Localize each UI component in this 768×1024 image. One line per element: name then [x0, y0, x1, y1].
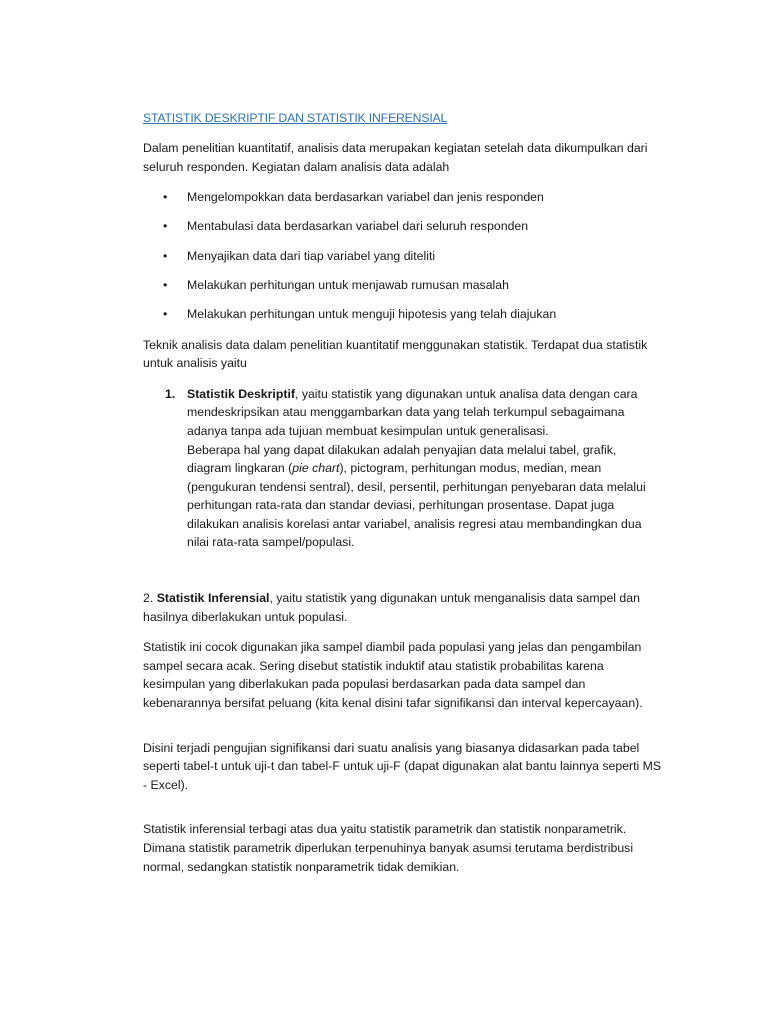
- bullet-icon: •: [163, 190, 168, 205]
- list-item: [143, 217, 663, 236]
- bullet-icon: •: [163, 306, 168, 321]
- deskriptif-item: [143, 385, 663, 552]
- pie-chart-term: pie chart: [292, 461, 340, 476]
- list-item: [143, 305, 663, 324]
- bullet-icon: •: [163, 277, 168, 292]
- document-heading-link[interactable]: STATISTIK DESKRIPTIF DAN STATISTIK INFERENSIAL: [143, 111, 448, 125]
- deskriptif-definition: [187, 385, 663, 441]
- bullet-icon: •: [163, 248, 168, 263]
- list-item-text: Mengelompokkan data berdasarkan variabel dan jenis responden: [187, 190, 544, 205]
- document-page: [143, 109, 663, 888]
- inferensial-paragraph: [143, 589, 663, 626]
- list-item: [143, 188, 663, 207]
- intro-paragraph: Dalam penelitian kuantitatif, analisis data merupakan kegiatan setelah data dikumpulkan dari seluruh responden. Kegiatan dalam analisis data adalah: [143, 141, 648, 174]
- activity-bullet-list: [143, 188, 663, 323]
- cocok-paragraph: Statistik ini cocok digunakan jika sampel diambil pada populasi yang jelas dan pengambilan sampel secara acak. Sering disebut statistik induktif atau statistik probabilitas karena kesimpulan yang diberlakukan pada populasi berdasarkan pada data sampel dan kebenarannya bersifat peluang (kita kenal disini tafar signifikansi dan interval kepercayaan).: [143, 640, 643, 711]
- deskriptif-term: Statistik Deskriptif: [187, 386, 295, 401]
- list-item-text: Menyajikan data dari tiap variabel yang diteliti: [187, 248, 436, 263]
- list-item: [143, 276, 663, 295]
- deskriptif-detail: [187, 441, 663, 553]
- deskriptif-detail-before: Beberapa hal yang dapat dilakukan adalah penyajian data melalui tabel, grafik, diagram lingkaran (: [187, 442, 617, 476]
- list-item-text: Mentabulasi data berdasarkan variabel dari seluruh responden: [187, 219, 529, 234]
- list-number: 1.: [165, 386, 176, 401]
- bullet-icon: •: [163, 219, 168, 234]
- inferensial-prefix: 2.: [143, 591, 157, 606]
- deskriptif-detail-after: ), pictogram, perhitungan modus, median, mean (pengukuran tendensi sentral), desil, persentil, perhitungan penyebaran data melalui perhitungan rata-rata dan standar deviasi, perhitungan prosentase. Dapat juga dilakukan analisis korelasi antar variabel, analisis regresi atau membandingkan dua nilai rata-rata sampel/populasi.: [187, 461, 646, 550]
- terbagi-paragraph: Statistik inferensial terbagi atas dua yaitu statistik parametrik dan statistik nonparametrik. Dimana statistik parametrik diperlukan terpenuhinya banyak asumsi terutama berdistribusi normal, sedangkan statistik nonparametrik tidak demikian.: [143, 822, 634, 874]
- statistik-numbered-list: [143, 385, 663, 552]
- list-item-text: Melakukan perhitungan untuk menguji hipotesis yang telah diajukan: [187, 306, 557, 321]
- pengujian-paragraph: Disini terjadi pengujian signifikansi dari suatu analisis yang biasanya didasarkan pada tabel seperti tabel-t untuk uji-t dan tabel-F untuk uji-F (dapat digunakan alat bantu lainnya seperti MS - Excel).: [143, 740, 662, 792]
- list-item: [143, 247, 663, 266]
- deskriptif-definition-text: , yaitu statistik yang digunakan untuk analisa data dengan cara mendeskripsikan atau menggambarkan data yang telah terkumpul sebagaimana adanya tanpa ada tujuan membuat kesimpulan untuk generalisasi.: [187, 386, 638, 438]
- teknik-paragraph: Teknik analisis data dalam penelitian kuantitatif menggunakan statistik. Terdapat dua statistik untuk analisis yaitu: [143, 337, 648, 371]
- inferensial-term: Statistik Inferensial: [156, 591, 270, 606]
- list-item-text: Melakukan perhitungan untuk menjawab rumusan masalah: [187, 277, 509, 292]
- inferensial-definition: , yaitu statistik yang digunakan untuk menganalisis data sampel dan hasilnya diberlakukan untuk populasi.: [143, 591, 640, 624]
